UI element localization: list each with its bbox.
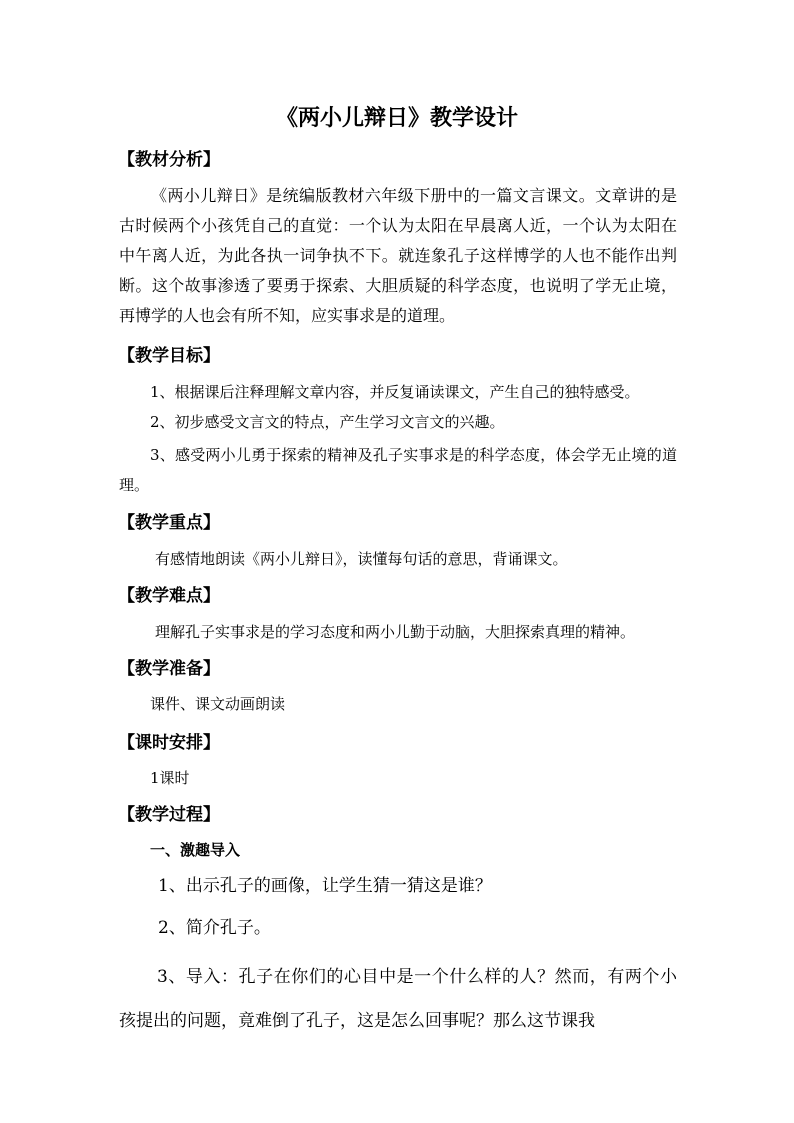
heading-difficulties: 【教学难点】	[118, 586, 220, 606]
schedule-text: 1课时	[150, 769, 190, 787]
heading-key-points: 【教学重点】	[118, 513, 220, 533]
process-step-1: 1、出示孔子的画像，让学生猜一猜这是谁？	[158, 876, 492, 896]
goal-item-2: 2、初步感受文言文的特点，产生学习文言文的兴趣。	[150, 413, 505, 431]
document-title: 《两小儿辩日》教学设计	[275, 105, 518, 131]
key-points-text: 有感情地朗读《两小儿辩日》，读懂每句话的意思，背诵课文。	[155, 550, 568, 568]
heading-goals: 【教学目标】	[118, 346, 220, 366]
process-section-1: 一、激趣导入	[150, 841, 241, 859]
heading-schedule: 【课时安排】	[118, 733, 220, 753]
heading-preparation: 【教学准备】	[118, 659, 220, 679]
heading-analysis: 【教材分析】	[118, 150, 220, 170]
analysis-paragraph: 《两小儿辩日》是统编版教材六年级下册中的一篇文言课文。文章讲的是古时候两个小孩凭自己的直觉：一个认为太阳在早晨离人近，一个认为太阳在中午离人近，为此各执一词争执不下。就连象孔子这样博学的人也不能作出判断。这个故事渗透了要勇于探索、大胆质疑的科学态度，也说明了学无止境，再博学的人也会有所不知，应实事求是的道理。	[119, 186, 677, 325]
goal-item-3: 3、感受两小儿勇于探索的精神及孔子实事求是的科学态度，体会学无止境的道理。	[119, 446, 677, 494]
goal-item-1: 1、根据课后注释理解文章内容，并反复诵读课文，产生自己的独特感受。	[150, 383, 640, 401]
difficulties-text: 理解孔子实事求是的学习态度和两小儿勤于动脑，大胆探索真理的精神。	[155, 623, 636, 641]
heading-process: 【教学过程】	[118, 805, 220, 825]
preparation-text: 课件、课文动画朗读	[150, 695, 286, 713]
process-step-3: 3、导入：孔子在你们的心目中是一个什么样的人？然而，有两个小孩提出的问题，竟难倒了孔子，这是怎么回事呢？那么这节课我	[119, 967, 677, 1031]
process-step-2: 2、简介孔子。	[158, 918, 271, 938]
